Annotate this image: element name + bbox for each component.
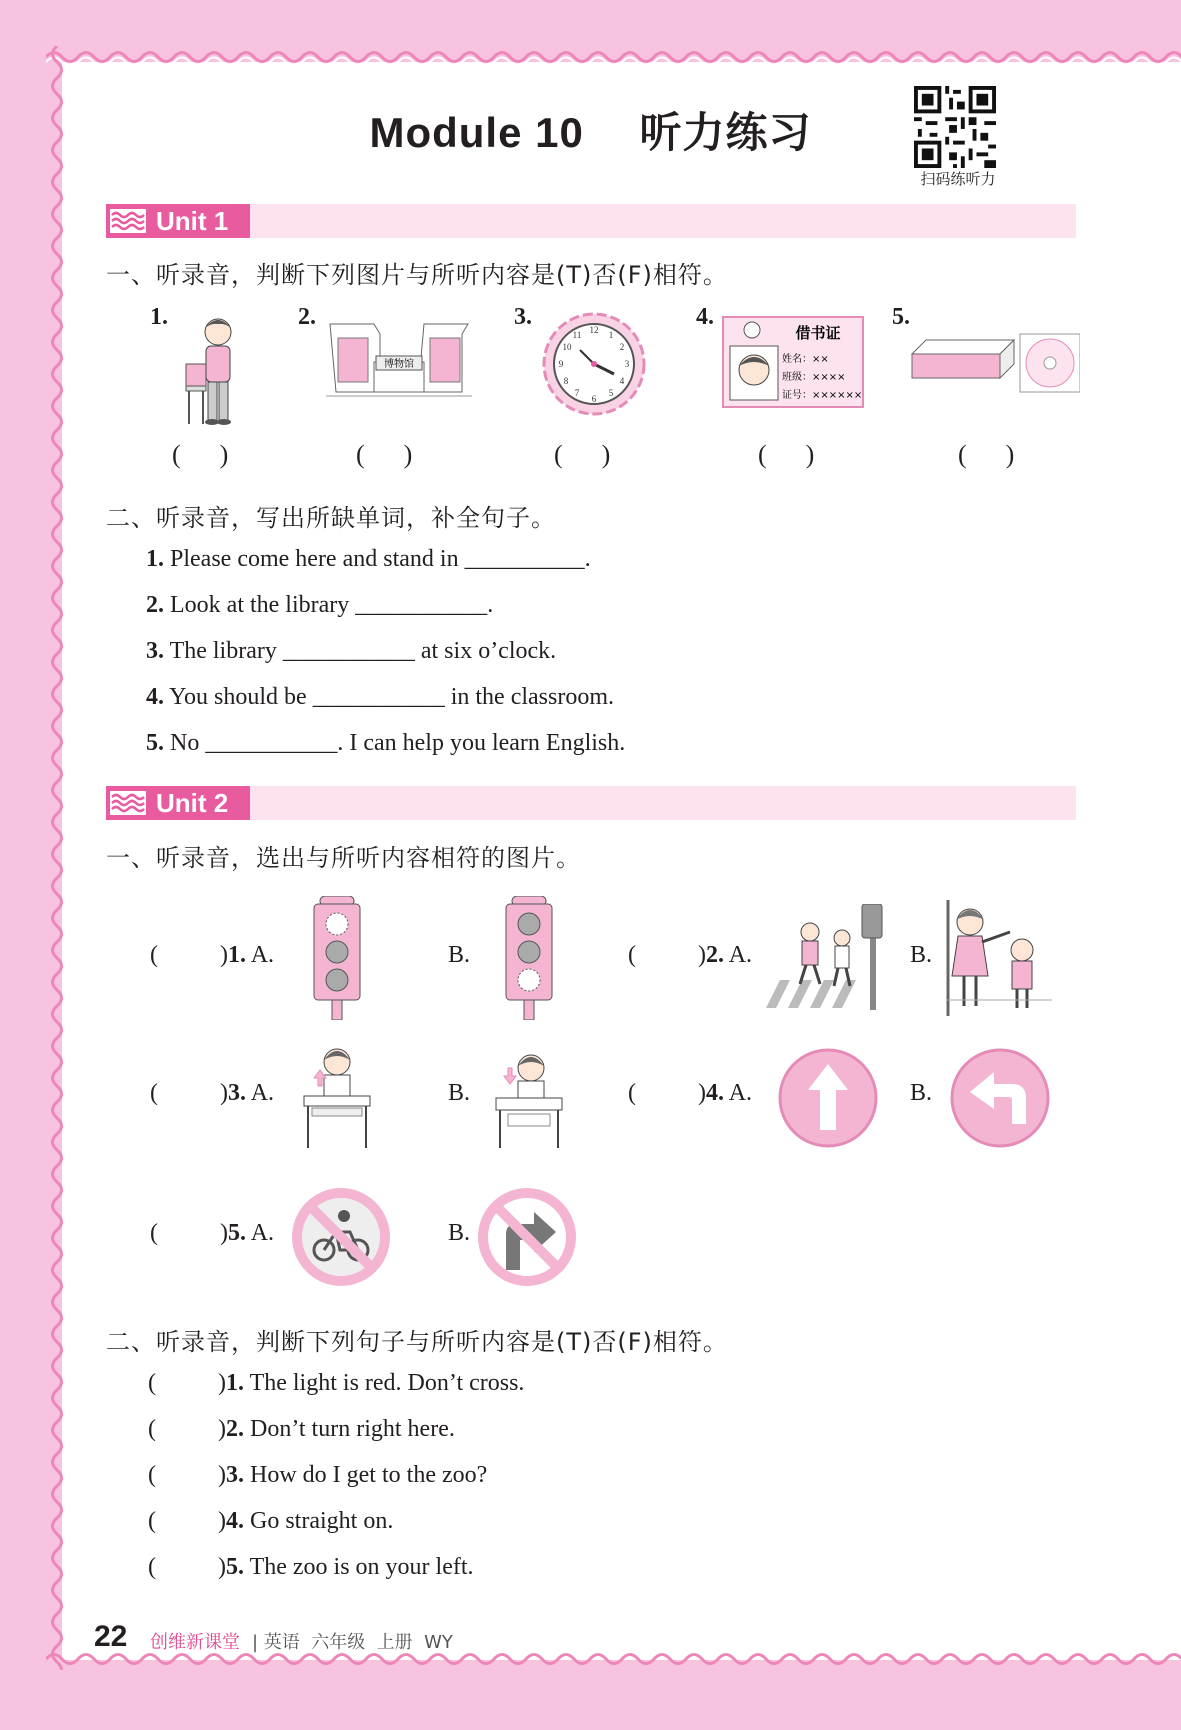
book-and-cd-picture bbox=[908, 330, 1080, 396]
answer-paren-5[interactable]: ( ) bbox=[958, 440, 1015, 469]
answer-paren-1[interactable]: ( ) bbox=[172, 440, 229, 469]
card-title: 借书证 bbox=[795, 324, 841, 342]
svg-text:10: 10 bbox=[562, 342, 572, 352]
choice-paren-open-1[interactable]: ( bbox=[150, 942, 158, 968]
turn-left-sign-icon[interactable] bbox=[950, 1048, 1050, 1148]
pic-number-1: 1. bbox=[150, 304, 168, 330]
svg-text:7: 7 bbox=[574, 388, 580, 398]
unit1-label: Unit 1 bbox=[156, 206, 229, 236]
answer-paren-3[interactable]: ( ) bbox=[554, 440, 611, 469]
go-straight-sign-icon[interactable] bbox=[778, 1048, 878, 1148]
svg-text:4: 4 bbox=[619, 376, 625, 386]
library-card-picture bbox=[722, 316, 864, 408]
qr-label: 扫码练听力 bbox=[920, 172, 996, 188]
choice-4-b: B. bbox=[910, 1080, 933, 1106]
choice-item-4: )4. A. bbox=[698, 1080, 753, 1106]
svg-text:5: 5 bbox=[608, 388, 614, 398]
unit1-section1-title: 一、听录音，判断下列图片与所听内容是(T)否(F)相符。 bbox=[106, 261, 728, 289]
kids-crossing-street-picture[interactable] bbox=[766, 904, 886, 1012]
unit2-tag bbox=[106, 786, 250, 820]
unit2-section2-title: 二、听录音，判断下列句子与所听内容是(T)否(F)相符。 bbox=[106, 1328, 728, 1356]
judge-item-3[interactable]: ( )3. How do I get to the zoo? bbox=[148, 1462, 488, 1488]
unit1-tag bbox=[106, 204, 250, 238]
museum-sign-text: 博物馆 bbox=[384, 359, 414, 370]
footer-brand: 创维新课堂 bbox=[150, 1632, 240, 1653]
svg-text:6: 6 bbox=[591, 394, 597, 404]
no-right-turn-sign-icon[interactable] bbox=[476, 1186, 578, 1288]
wave-icon bbox=[110, 791, 146, 815]
choice-paren-open-4[interactable]: ( bbox=[628, 1080, 636, 1106]
fill-sentence-4[interactable]: 4. You should be ___________ in the classroom. bbox=[146, 684, 614, 710]
fill-sentence-3[interactable]: 3. The library ___________ at six o’clock. bbox=[146, 638, 557, 664]
footer-book-info: | 英语 六年级 上册 WY bbox=[252, 1632, 453, 1653]
card-line-1: 姓名：×× bbox=[782, 354, 829, 365]
svg-text:2: 2 bbox=[619, 342, 625, 352]
svg-text:8: 8 bbox=[563, 376, 569, 386]
svg-text:11: 11 bbox=[572, 330, 582, 340]
choice-1-b: B. bbox=[448, 942, 471, 968]
answer-paren-2[interactable]: ( ) bbox=[356, 440, 413, 469]
clock-picture bbox=[540, 310, 648, 418]
card-line-2: 班级：×××× bbox=[782, 372, 846, 383]
choice-5-b: B. bbox=[448, 1220, 471, 1246]
fill-sentence-1[interactable]: 1. Please come here and stand in __________. bbox=[146, 546, 591, 572]
page-number: 22 bbox=[94, 1620, 128, 1653]
choice-paren-open-2[interactable]: ( bbox=[628, 942, 636, 968]
svg-text:3: 3 bbox=[624, 359, 630, 369]
choice-item-1: )1. A. bbox=[220, 942, 275, 968]
unit1-header-bar bbox=[106, 204, 1076, 238]
boy-standing-up-picture[interactable] bbox=[302, 1044, 372, 1150]
choice-item-2: )2. A. bbox=[698, 942, 753, 968]
pic-number-3: 3. bbox=[514, 304, 532, 330]
top-wave-border bbox=[46, 46, 1181, 68]
answer-paren-4[interactable]: ( ) bbox=[758, 440, 815, 469]
pic-number-5: 5. bbox=[892, 304, 910, 330]
unit2-header-bar bbox=[106, 786, 1076, 820]
choice-item-3: )3. A. bbox=[220, 1080, 275, 1106]
svg-text:12: 12 bbox=[589, 325, 599, 335]
qr-code-icon[interactable] bbox=[914, 86, 996, 168]
judge-item-4[interactable]: ( )4. Go straight on. bbox=[148, 1508, 394, 1534]
judge-item-1[interactable]: ( )1. The light is red. Don’t cross. bbox=[148, 1370, 525, 1396]
judge-item-2[interactable]: ( )2. Don’t turn right here. bbox=[148, 1416, 455, 1442]
unit1-section2-title: 二、听录音，写出所缺单词，补全句子。 bbox=[106, 504, 556, 532]
boy-standing-picture bbox=[180, 312, 242, 430]
pic-number-2: 2. bbox=[298, 304, 316, 330]
fill-sentence-5[interactable]: 5. No ___________. I can help you learn English. bbox=[146, 730, 626, 756]
traffic-light-red-picture[interactable] bbox=[312, 896, 362, 1020]
choice-2-b: B. bbox=[910, 942, 933, 968]
judge-item-5[interactable]: ( )5. The zoo is on your left. bbox=[148, 1554, 474, 1580]
pic-number-4: 4. bbox=[696, 304, 714, 330]
traffic-light-green-picture[interactable] bbox=[504, 896, 554, 1020]
svg-text:9: 9 bbox=[558, 359, 564, 369]
svg-text:1: 1 bbox=[608, 330, 614, 340]
choice-paren-open-3[interactable]: ( bbox=[150, 1080, 158, 1106]
unit2-label: Unit 2 bbox=[156, 788, 229, 818]
museum-picture bbox=[326, 318, 472, 402]
fill-sentence-2[interactable]: 2. Look at the library ___________. bbox=[146, 592, 494, 618]
choice-item-5: )5. A. bbox=[220, 1220, 275, 1246]
no-cycling-sign-icon[interactable] bbox=[290, 1186, 392, 1288]
left-wave-border bbox=[46, 46, 68, 1670]
unit2-section1-title: 一、听录音，选出与所听内容相符的图片。 bbox=[106, 844, 581, 872]
page-title: Module 10 听力练习 bbox=[369, 109, 812, 156]
choice-3-b: B. bbox=[448, 1080, 471, 1106]
card-line-3: 证号：×××××× bbox=[782, 390, 863, 401]
boy-sitting-down-picture[interactable] bbox=[494, 1044, 564, 1150]
wave-icon bbox=[110, 209, 146, 233]
choice-paren-open-5[interactable]: ( bbox=[150, 1220, 158, 1246]
kids-waving-picture[interactable] bbox=[946, 900, 1052, 1016]
